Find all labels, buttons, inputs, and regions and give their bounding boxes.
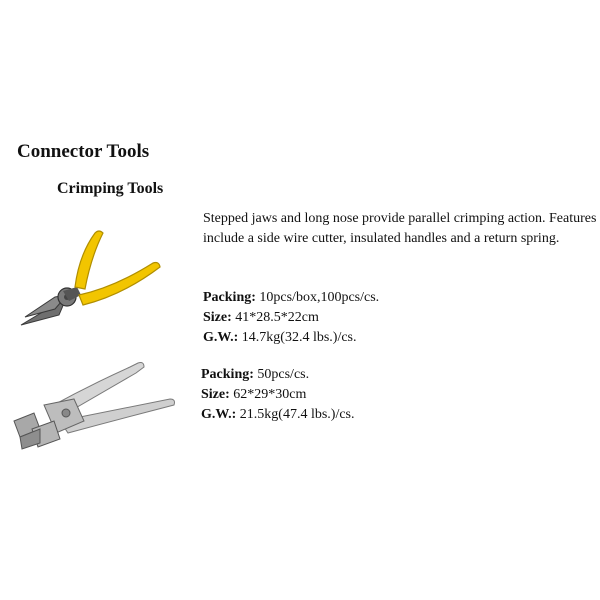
yellow-pliers-icon: [15, 225, 165, 335]
spec-label: Packing:: [201, 367, 254, 382]
spec-size: [203, 308, 379, 328]
spec-gross-weight: [203, 328, 379, 348]
spec-size: [201, 385, 355, 405]
spec-value: 62*29*30cm: [233, 387, 307, 402]
spec-value: 50pcs/cs.: [257, 367, 310, 382]
spec-gross-weight: [201, 405, 355, 425]
spec-label: Size:: [203, 310, 232, 325]
spec-label: Size:: [201, 387, 230, 402]
spec-label: Packing:: [203, 290, 256, 305]
spec-label: G.W.:: [203, 330, 239, 345]
page-title: Connector Tools: [17, 141, 150, 162]
product-specs: [201, 365, 355, 425]
spec-value: 10pcs/box,100pcs/cs.: [259, 290, 380, 305]
product-specs: [203, 288, 379, 348]
spec-value: 41*28.5*22cm: [235, 310, 319, 325]
spec-packing: [201, 365, 355, 385]
spec-packing: [203, 288, 379, 308]
spec-value: 14.7kg(32.4 lbs.)/cs.: [241, 330, 357, 345]
product-description: Stepped jaws and long nose provide parallel crimping action. Features include a side wire cutter, insulated handles and a return spring.: [203, 211, 597, 246]
metal-crimper-icon: [10, 355, 185, 455]
section-title: Crimping Tools: [57, 180, 164, 197]
spec-label: G.W.:: [201, 407, 237, 422]
spec-value: 21.5kg(47.4 lbs.)/cs.: [239, 407, 355, 422]
